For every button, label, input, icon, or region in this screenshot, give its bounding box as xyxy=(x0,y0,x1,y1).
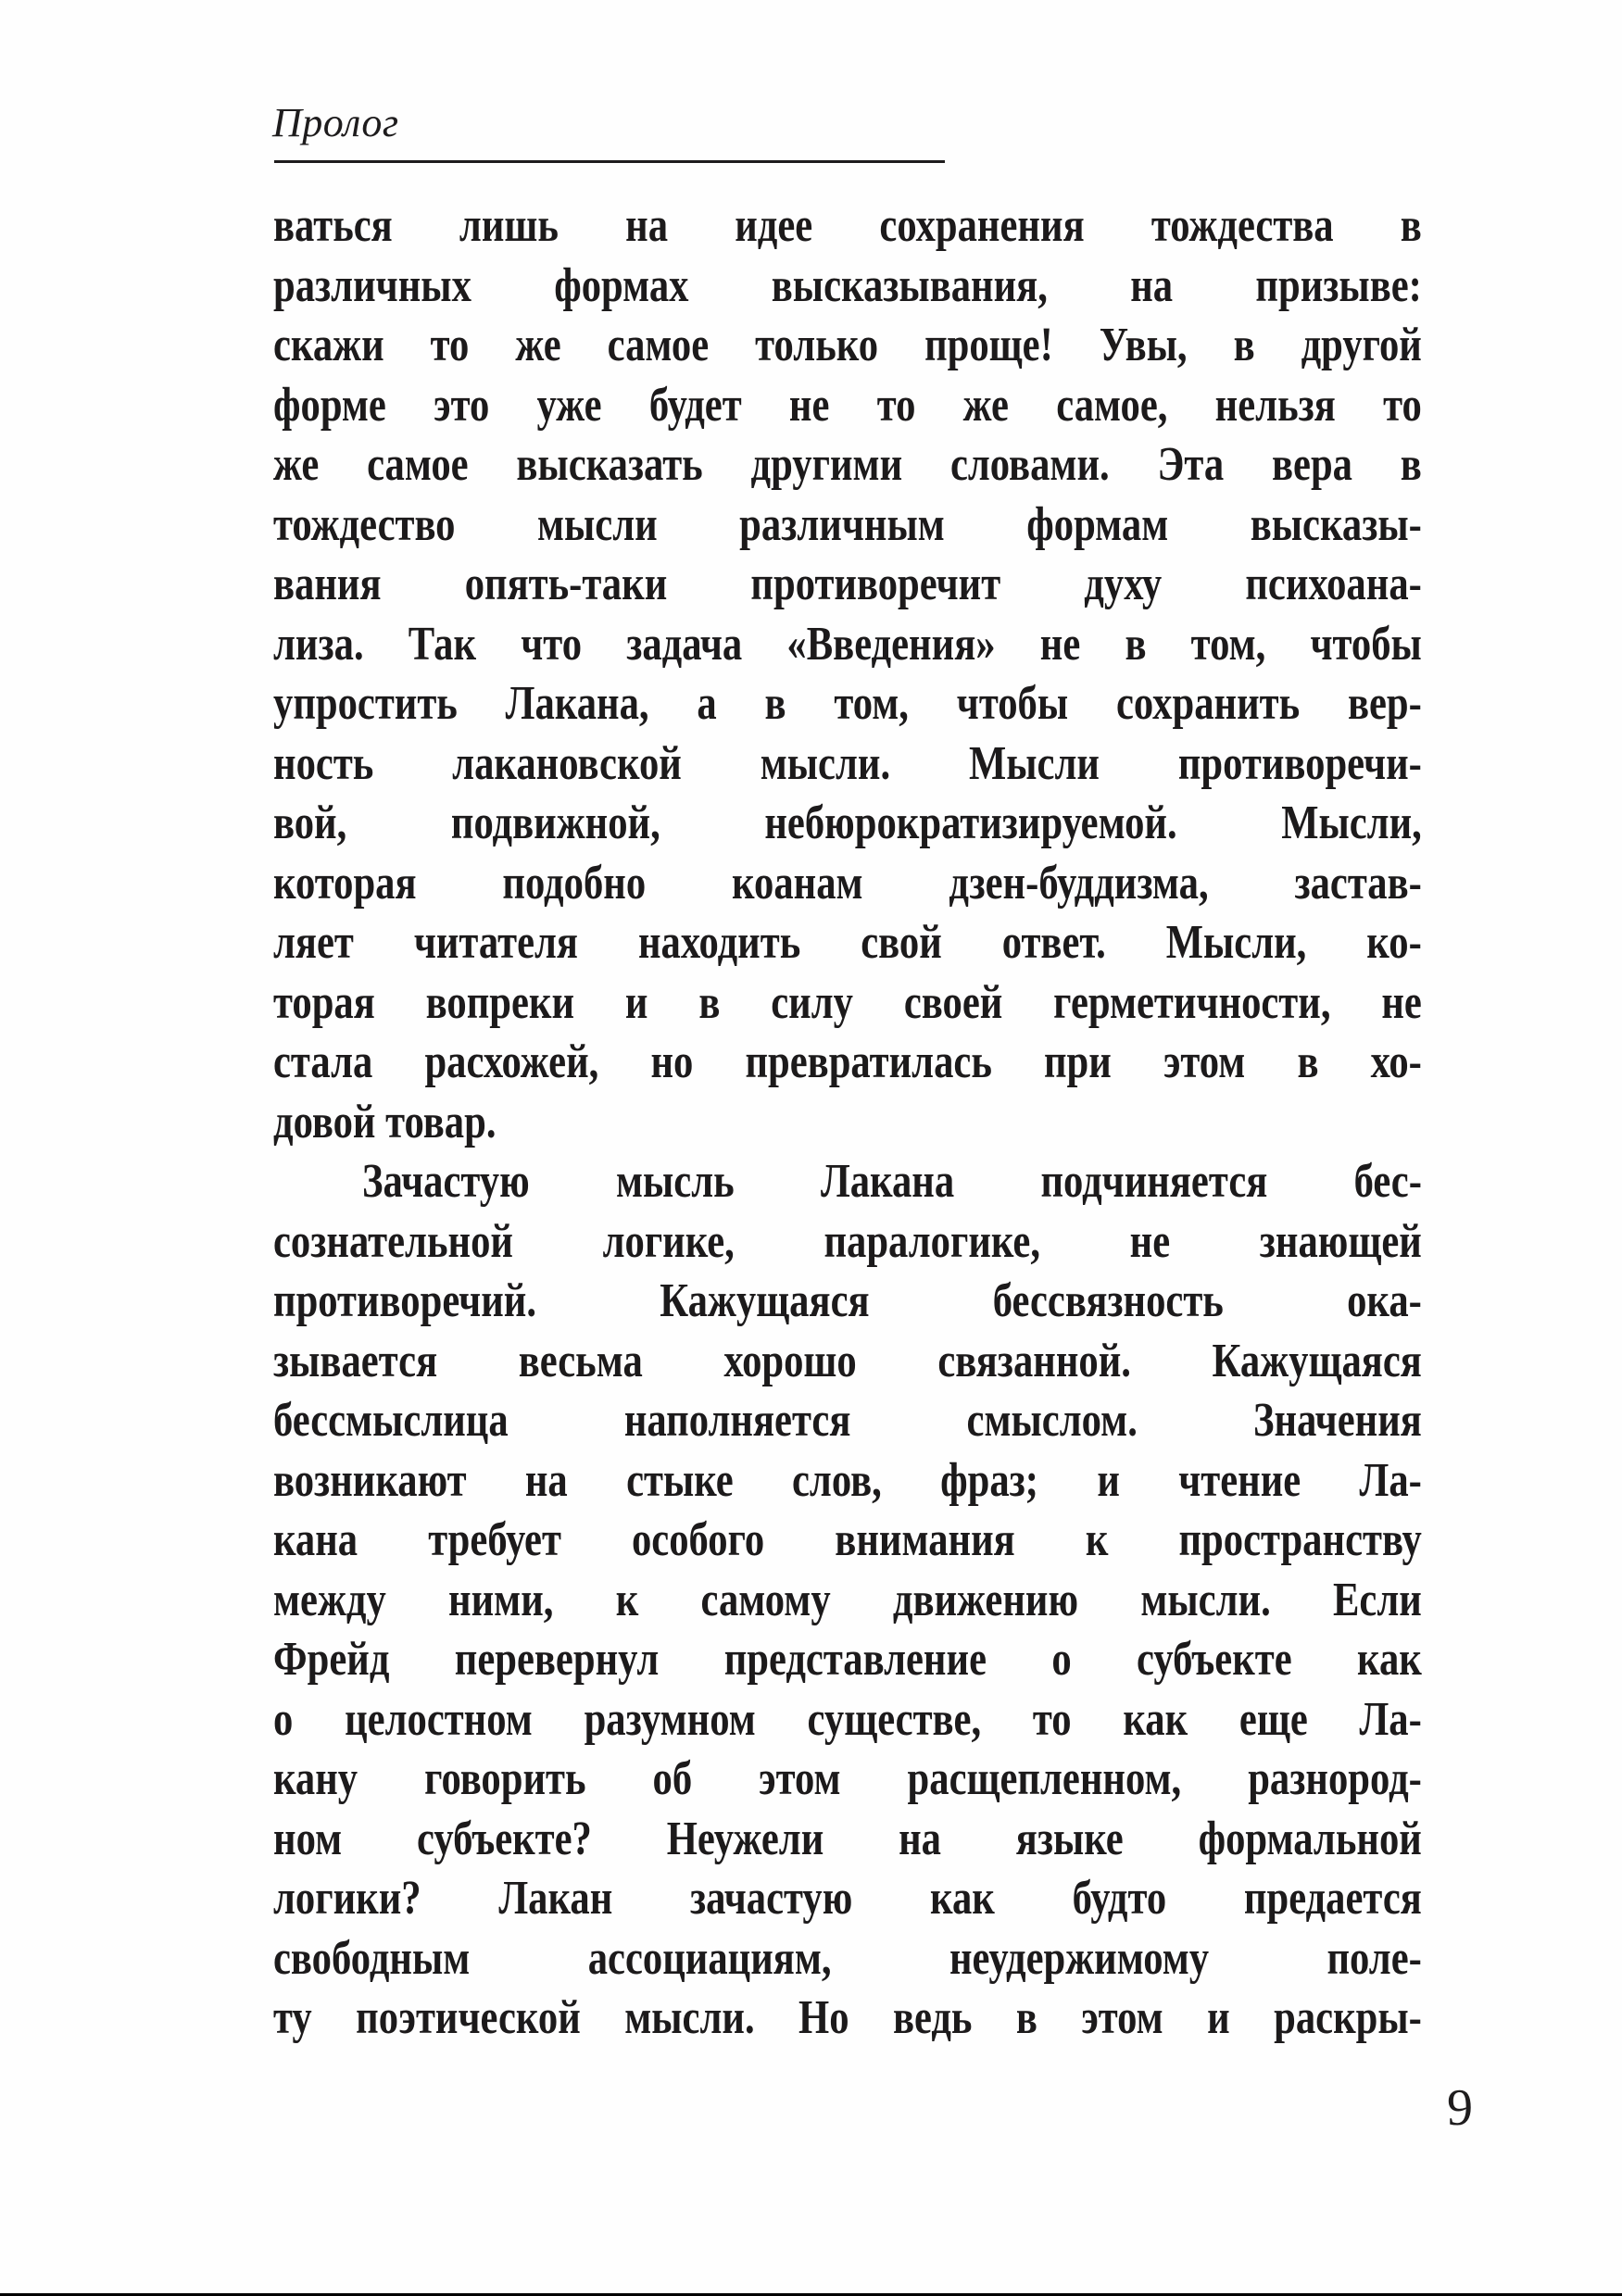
text-line xyxy=(273,1391,1422,1451)
text-line xyxy=(273,1033,1422,1093)
page-number: 9 xyxy=(1447,2079,1473,2137)
running-head-chapter-title: Пролог xyxy=(272,100,399,145)
text-line xyxy=(273,615,1422,675)
text-line xyxy=(273,913,1422,973)
text-line-content: возникают на стыке слов, фраз; и чтение Ла- xyxy=(273,1453,1422,1507)
text-line-content: довой товар. xyxy=(273,1095,497,1148)
text-line-content: свободным ассоциациям, неудержимому поле- xyxy=(273,1931,1422,1985)
text-line xyxy=(273,1810,1422,1870)
text-line xyxy=(273,1929,1422,1989)
text-line-content: ляет читателя находить свой ответ. Мысли, ко- xyxy=(273,916,1422,969)
text-line xyxy=(273,1630,1422,1690)
text-line-paragraph-start xyxy=(273,1152,1422,1212)
text-line xyxy=(273,1989,1422,2049)
text-line-content: кана требует особого внимания к пространству xyxy=(273,1513,1422,1566)
text-line-content: Зачастую мысль Лакана подчиняется бес- xyxy=(362,1155,1422,1208)
text-line-content: вой, подвижной, небюрократизируемой. Мысли, xyxy=(273,797,1422,849)
text-line-content: же самое высказать другими словами. Эта вера в xyxy=(273,438,1422,491)
text-line xyxy=(273,1272,1422,1332)
text-line-content: Фрейд перевернул представление о субъекте как xyxy=(273,1633,1422,1686)
text-line-content: о целостном разумном существе, то как еще Ла- xyxy=(273,1692,1422,1746)
text-line xyxy=(273,794,1422,854)
text-line xyxy=(273,674,1422,734)
text-line-content: противоречий. Кажущаяся бессвязность ока- xyxy=(273,1274,1422,1327)
text-line-content: различных формах высказывания, на призыве: xyxy=(273,258,1422,312)
text-line-content: стала расхожей, но превратилась при этом в хо- xyxy=(273,1035,1422,1088)
text-line xyxy=(273,1869,1422,1929)
text-line-content: упростить Лакана, а в том, чтобы сохранить вер- xyxy=(273,677,1422,730)
text-line-content: форме это уже будет не то же самое, нельзя то xyxy=(273,378,1422,432)
text-line xyxy=(273,1750,1422,1810)
text-line xyxy=(273,734,1422,795)
text-line xyxy=(273,1690,1422,1750)
header-rule-divider xyxy=(274,160,945,163)
text-line-content: кану говорить об этом расщепленном, разнород- xyxy=(273,1752,1422,1805)
text-line-content: скажи то же самое только проще! Увы, в другой xyxy=(273,319,1422,371)
text-line xyxy=(273,1511,1422,1571)
text-line xyxy=(273,1571,1422,1631)
text-line xyxy=(273,435,1422,496)
text-line-content: логики? Лакан зачастую как будто предается xyxy=(273,1872,1422,1925)
text-line xyxy=(273,854,1422,914)
text-line xyxy=(273,555,1422,615)
text-line-paragraph-end xyxy=(273,1093,1422,1153)
text-line-content: ном субъекте? Неужели на языке формальной xyxy=(273,1812,1422,1865)
text-line-content: зывается весьма хорошо связанной. Кажущаяся xyxy=(273,1334,1422,1387)
text-line-content: тождество мысли различным формам высказы- xyxy=(273,497,1422,551)
text-line-content: лиза. Так что задача «Введения» не в том, чтобы xyxy=(273,617,1422,671)
text-line-content: которая подобно коанам дзен-буддизма, застав- xyxy=(273,856,1422,910)
text-line-content: ваться лишь на идее сохранения тождества в xyxy=(273,199,1422,252)
text-line xyxy=(273,316,1422,376)
text-line-content: ту поэтической мысли. Но ведь в этом и раскры- xyxy=(273,1991,1422,2044)
text-line-content: сознательной логике, паралогике, не знающей xyxy=(273,1214,1422,1268)
text-line xyxy=(273,257,1422,317)
text-line xyxy=(273,376,1422,436)
text-line xyxy=(273,196,1422,257)
text-line xyxy=(273,1451,1422,1512)
text-line-content: между ними, к самому движению мысли. Если xyxy=(273,1573,1422,1626)
text-line-content: торая вопреки и в силу своей герметичности, не xyxy=(273,975,1422,1029)
text-line xyxy=(273,973,1422,1034)
body-text xyxy=(273,196,1422,2049)
text-line xyxy=(273,496,1422,556)
text-line-content: бессмыслица наполняется смыслом. Значения xyxy=(273,1394,1422,1447)
text-line xyxy=(273,1212,1422,1273)
text-line xyxy=(273,1332,1422,1392)
text-line-content: вания опять-таки противоречит духу психоана- xyxy=(273,558,1422,610)
text-line-content: ность лакановской мысли. Мысли противоречи- xyxy=(273,736,1422,790)
